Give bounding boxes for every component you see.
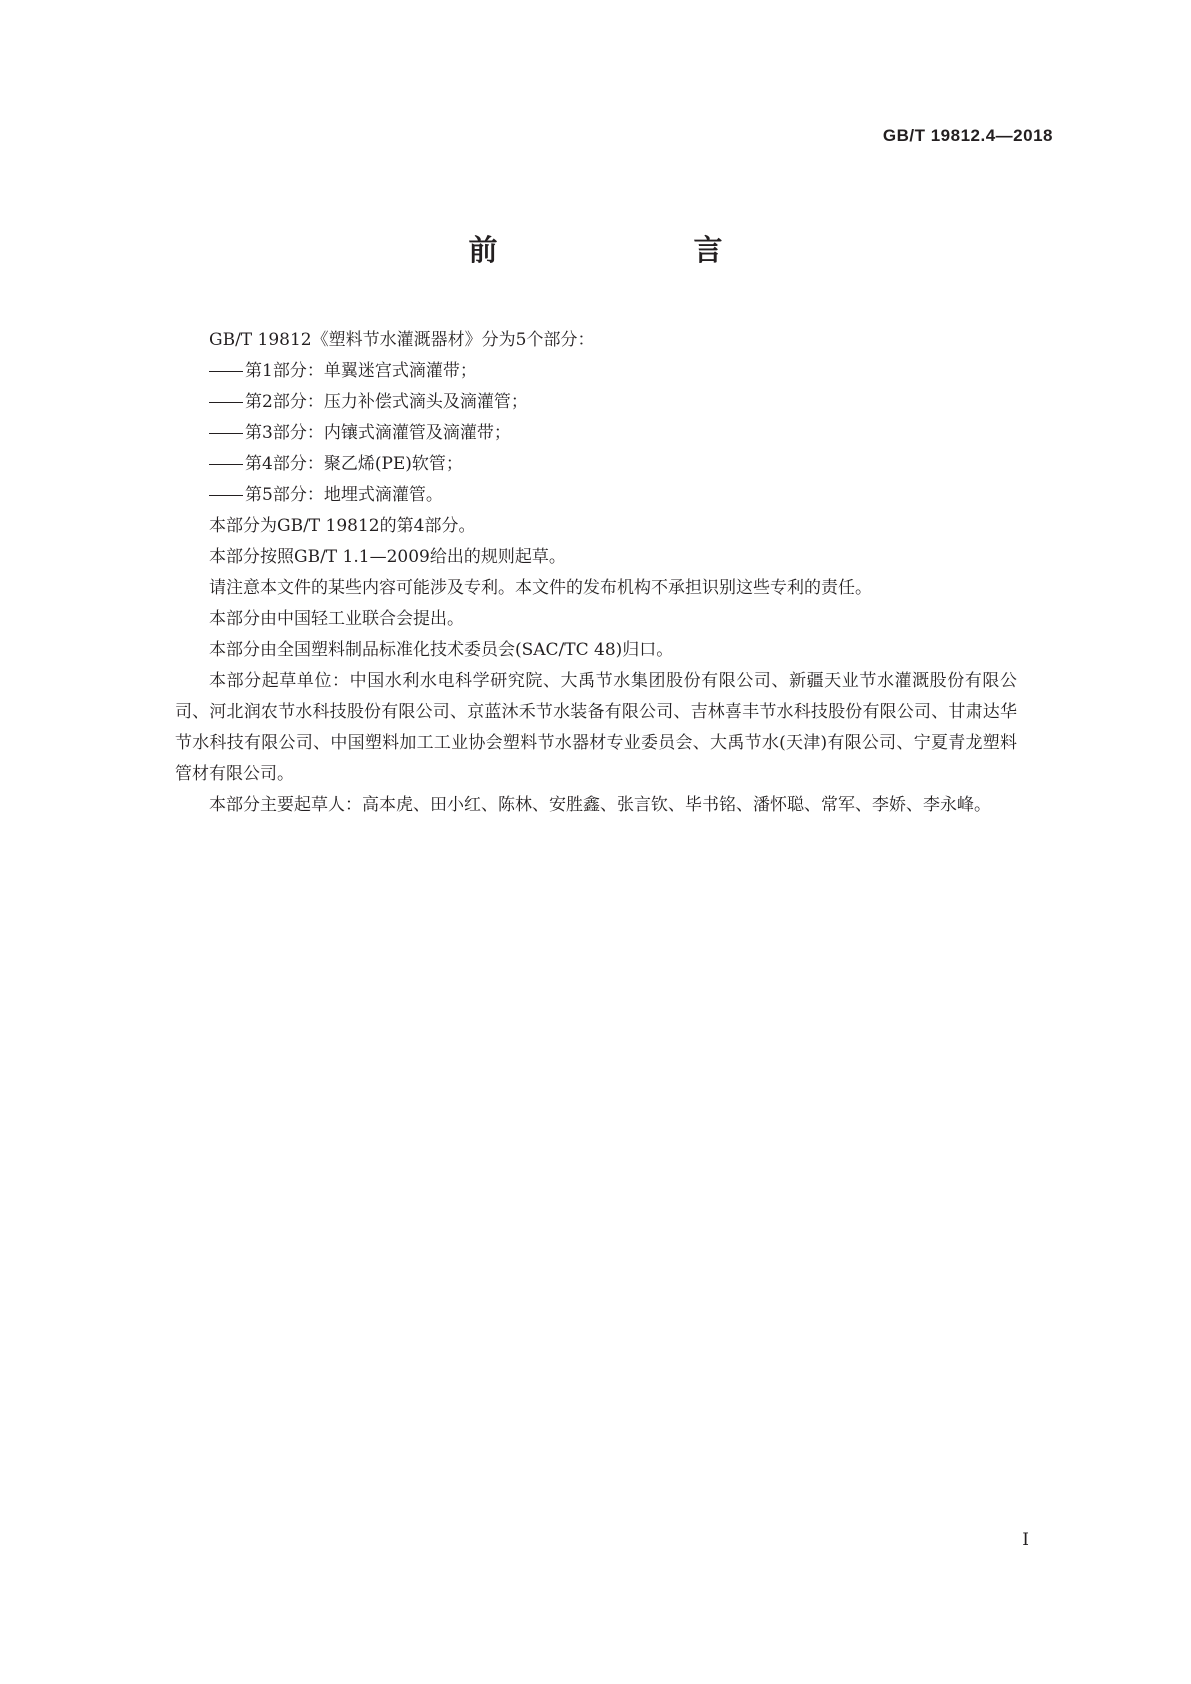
drafting-units: 本部分起草单位：中国水利水电科学研究院、大禹节水集团股份有限公司、新疆天业节水灌溉股份有限公司、河北润农节水科技股份有限公司、京蓝沐禾节水装备有限公司、吉林喜丰节水科技股份有限公司、甘肃达华节水科技有限公司、中国塑料加工工业协会塑料节水器材专业委员会、大禹节水(天津)有限公司、宁夏青龙塑料管材有限公司。 [175, 671, 1017, 784]
part-statement: 本部分为GB/T 19812的第4部分。 [209, 516, 476, 536]
list-item [175, 480, 1017, 511]
proposer-statement: 本部分由中国轻工业联合会提出。 [209, 609, 464, 629]
page-number: I [1022, 1530, 1029, 1550]
standard-code: GB/T 19812.4—2018 [882, 126, 1053, 145]
list-item-text: 第2部分：压力补偿式滴头及滴灌管； [245, 392, 528, 412]
drafting-rules: 本部分按照GB/T 1.1—2009给出的规则起草。 [209, 547, 566, 567]
list-item-text: 第4部分：聚乙烯(PE)软管； [245, 454, 463, 474]
dash-marker [209, 495, 243, 496]
dash-marker [209, 464, 243, 465]
page-title: 前 言 [468, 233, 769, 267]
list-item [175, 449, 1017, 480]
dash-marker [209, 371, 243, 372]
list-item [175, 387, 1017, 418]
list-item [175, 356, 1017, 387]
list-item-text: 第5部分：地埋式滴灌管。 [245, 485, 443, 505]
committee-statement: 本部分由全国塑料制品标准化技术委员会(SAC/TC 48)归口。 [209, 640, 674, 660]
main-drafters: 本部分主要起草人：高本虎、田小红、陈林、安胜鑫、张言钦、毕书铭、潘怀聪、常军、李娇、李永峰。 [209, 795, 991, 815]
list-item [175, 418, 1017, 449]
list-item-text: 第3部分：内镶式滴灌管及滴灌带； [245, 423, 511, 443]
dash-marker [209, 402, 243, 403]
dash-marker [209, 433, 243, 434]
document-body [175, 325, 1017, 821]
intro-paragraph: GB/T 19812《塑料节水灌溉器材》分为5个部分： [209, 330, 595, 350]
patent-notice: 请注意本文件的某些内容可能涉及专利。本文件的发布机构不承担识别这些专利的责任。 [209, 578, 872, 598]
list-item-text: 第1部分：单翼迷宫式滴灌带； [245, 361, 477, 381]
